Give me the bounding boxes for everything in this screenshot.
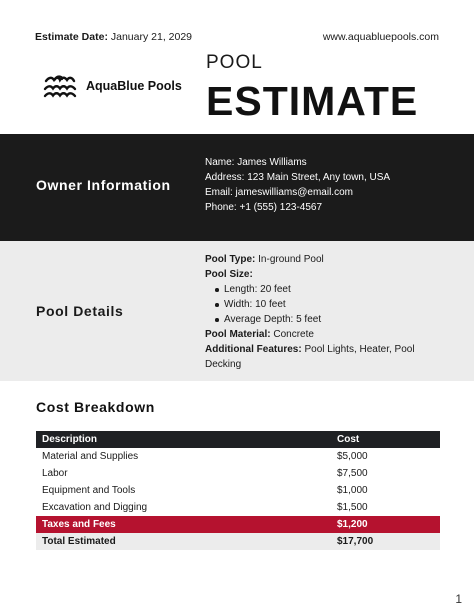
pool-type <box>205 252 445 267</box>
owner-email: Email: jameswilliams@email.com <box>205 187 353 198</box>
pool-type-label: Pool Type: <box>205 254 256 265</box>
pool-size-list <box>205 282 445 327</box>
document-title <box>206 52 418 124</box>
total-description: Total Estimated <box>36 533 331 550</box>
owner-address: Address: 123 Main Street, Any town, USA <box>205 172 391 183</box>
pool-details-body <box>205 252 445 372</box>
pool-size-depth: Average Depth: 5 feet <box>205 312 445 327</box>
pool-details-section <box>0 241 474 381</box>
estimate-date-label: Estimate Date: <box>35 31 108 43</box>
row-cost: $1,500 <box>337 502 368 513</box>
pool-material <box>205 327 445 342</box>
table-row <box>36 465 440 482</box>
cost-breakdown-table <box>36 431 440 550</box>
row-cost: $7,500 <box>337 468 368 479</box>
column-header-cost: Cost <box>331 431 440 448</box>
row-description: Labor <box>42 468 68 479</box>
owner-information-section <box>0 134 474 241</box>
total-cost: $17,700 <box>331 533 440 550</box>
top-meta <box>35 31 439 45</box>
estimate-date <box>35 31 192 43</box>
row-description: Equipment and Tools <box>42 485 136 496</box>
owner-information-details <box>205 155 445 215</box>
waves-icon <box>43 71 77 101</box>
pool-features <box>205 342 445 372</box>
brand-name: AquaBlue Pools <box>86 79 182 93</box>
pool-type-value: In-ground Pool <box>258 254 324 265</box>
table-row <box>36 499 440 516</box>
cost-breakdown-heading: Cost Breakdown <box>36 399 155 415</box>
document-main-title: ESTIMATE <box>206 78 419 124</box>
table-row <box>36 448 440 465</box>
pool-features-value: Pool Lights, Heater, Pool Decking <box>205 344 415 370</box>
document-subtitle: POOL <box>206 52 263 73</box>
taxes-row <box>36 516 440 533</box>
pool-material-value: Concrete <box>273 329 314 340</box>
owner-phone: Phone: +1 (555) 123-4567 <box>205 202 323 213</box>
taxes-description: Taxes and Fees <box>36 516 331 533</box>
owner-information-heading: Owner Information <box>36 177 171 193</box>
owner-name: Name: James Williams <box>205 157 307 168</box>
brand-logo <box>43 70 182 102</box>
table-row <box>36 482 440 499</box>
row-cost: $1,000 <box>337 485 368 496</box>
pool-size-label: Pool Size: <box>205 269 253 280</box>
pool-size <box>205 267 445 282</box>
pool-features-label: Additional Features: <box>205 344 302 355</box>
row-description: Excavation and Digging <box>42 502 148 513</box>
pool-size-width: Width: 10 feet <box>205 297 445 312</box>
row-description: Material and Supplies <box>42 451 139 462</box>
website-link[interactable]: www.aquabluepools.com <box>322 31 439 43</box>
page-number: 1 <box>455 592 462 606</box>
column-header-description: Description <box>36 431 331 448</box>
estimate-date-value: January 21, 2029 <box>110 31 193 43</box>
taxes-cost: $1,200 <box>331 516 440 533</box>
row-cost: $5,000 <box>337 451 368 462</box>
total-row <box>36 533 440 550</box>
pool-details-heading: Pool Details <box>36 303 124 319</box>
pool-size-length: Length: 20 feet <box>205 282 445 297</box>
table-header-row <box>36 431 440 448</box>
pool-material-label: Pool Material: <box>205 329 271 340</box>
